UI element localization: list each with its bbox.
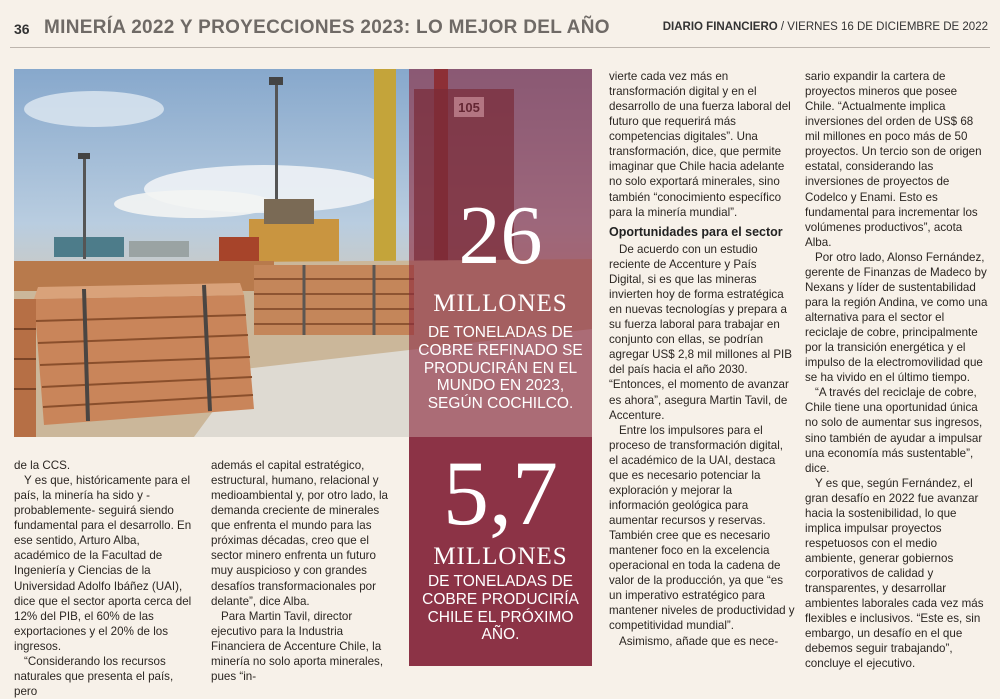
stat-description-1: DE TONELADAS DE COBRE REFINADO SE PRODUCIRÁN EN EL MUNDO EN 2023, SEGÚN COCHILCO. bbox=[418, 324, 583, 413]
subheading: Oportunidades para el sector bbox=[609, 224, 783, 239]
paragraph: De acuerdo con un estudio reciente de Accenture y País Digital, si es que las mineras invierten hoy de forma estratégica en nuevas tecnologías y prepara a su fuerza laboral para trabajar en conjunto con ellas, se podrían agregar US$ 2,8 mil millones al PIB del país hacia el año 2030. “Entonces, el momento de avanzar es ahora”, asegura Martin Tavil, de Accenture. bbox=[609, 242, 793, 422]
masthead bbox=[663, 21, 988, 33]
stat-unit-2: MILLONES bbox=[433, 543, 568, 570]
text-column-1 bbox=[14, 458, 196, 699]
stat-description-2: DE TONELADAS DE COBRE PRODUCIRÍA CHILE EL PRÓXIMO AÑO. bbox=[422, 573, 579, 644]
paragraph: Asimismo, añade que es nece- bbox=[619, 634, 779, 648]
stats-callout bbox=[409, 69, 592, 666]
date-line: / VIERNES 16 DE DICIEMBRE DE 2022 bbox=[780, 21, 988, 33]
page-number: 36 bbox=[14, 21, 30, 37]
paragraph: Por otro lado, Alonso Fernández, gerente de Finanzas de Madeco by Nexans y líder de sustentabilidad para la región Andina, ve como una alternativa para el sector el reciclaje de cobre, principalmente por la transición energética y el impulso de la electromovilidad que se ha vivido en el último tiempo. bbox=[805, 250, 988, 385]
paragraph: Y es que, según Fernández, el gran desafío en 2022 fue avanzar hacia la sostenibilidad, lo que implica impulsar proyectos respetuosos con el medio ambiente, generar gobiernos corporativos de calidad y transparentes, y desarrollar ambientes laborales cada vez más flexibles e inclusivos. “Este es, sin embargo, un desafío en el que debemos seguir trabajando”, concluye el ejecutivo. bbox=[805, 476, 984, 671]
paper-name: DIARIO FINANCIERO bbox=[662, 21, 778, 33]
stat-unit-1: MILLONES bbox=[433, 290, 568, 317]
page-header bbox=[0, 0, 1000, 50]
paragraph: además el capital estratégico, estructural, humano, relacional y medioambiental y, por otro lado, la demanda creciente de minerales que enfrenta el mundo para las próximas décadas, creo que el sector minero enfrenta un futuro muy auspicioso y con grandes desafíos transformacionales por delante”, dice Alba. bbox=[211, 459, 389, 608]
stat-number-1: 26 bbox=[458, 189, 543, 282]
paragraph: sario expandir la cartera de proyectos mineros que posee Chile. “Actualmente implica inversiones del orden de US$ 68 mil millones en poco más de 50 proyectos. Un tercio son de origen estatal, considerando las inversiones de proyectos de Codelco y Enami. Esto es fundamental para incrementar los volúmenes productivos”, acota Alba. bbox=[805, 70, 982, 249]
paragraph: Entre los impulsores para el proceso de transformación digital, el académico de la UAI, destaca que es necesario potenciar la exploración y mejorar la información geológica para aumentar recursos y reservas. También cree que es necesario mantener foco en la excelencia operacional en toda la cadena de valor de la producción, ya que “es un imperativo estratégico para mantener niveles de productividad y competitividad mundial”. bbox=[609, 423, 795, 633]
paragraph: Para Martin Tavil, director ejecutivo para la Industria Financiera de Accenture Chile, la minería no solo aporta minerales, pues “in- bbox=[211, 609, 384, 683]
text-column-2 bbox=[211, 458, 397, 684]
paragraph: de la CCS. bbox=[14, 459, 71, 472]
header-rule bbox=[10, 47, 990, 48]
paragraph: vierte cada vez más en transformación digital y en el desarrollo de una fuerza laboral del futuro que requerirá más competencias digitales”. Una transformación, dice, que permite imaginar que Chile hacia adelante no solo exportará minerales, sino también “conocimiento específico para la minería mundial”. bbox=[609, 70, 791, 219]
paragraph: “A través del reciclaje de cobre, Chile tiene una oportunidad única no solo de aumentar sus ingresos, sino también de ayudar a impulsar una economía más sustentable”, dice. bbox=[805, 386, 983, 475]
text-column-4 bbox=[805, 69, 989, 672]
paragraph: “Considerando los recursos naturales que presenta el país, pero bbox=[14, 654, 174, 698]
paragraph: Y es que, históricamente para el país, la minería ha sido y -probablemente- seguirá siendo fundamental para el desarrollo. En ese sentido, Arturo Alba, académico de la Facultad de Ingeniería y Ciencias de la Universidad Adolfo Ibáñez (UAI), dice que el sector aporta cerca del 12% del PIB, el 60% de las exportaciones y el 20% de los ingresos. bbox=[14, 474, 192, 653]
section-title: MINERÍA 2022 Y PROYECCIONES 2023: LO MEJOR DEL AÑO bbox=[44, 17, 610, 38]
text-column-3 bbox=[609, 69, 795, 649]
stat-number-2: 5,7 bbox=[443, 442, 558, 544]
